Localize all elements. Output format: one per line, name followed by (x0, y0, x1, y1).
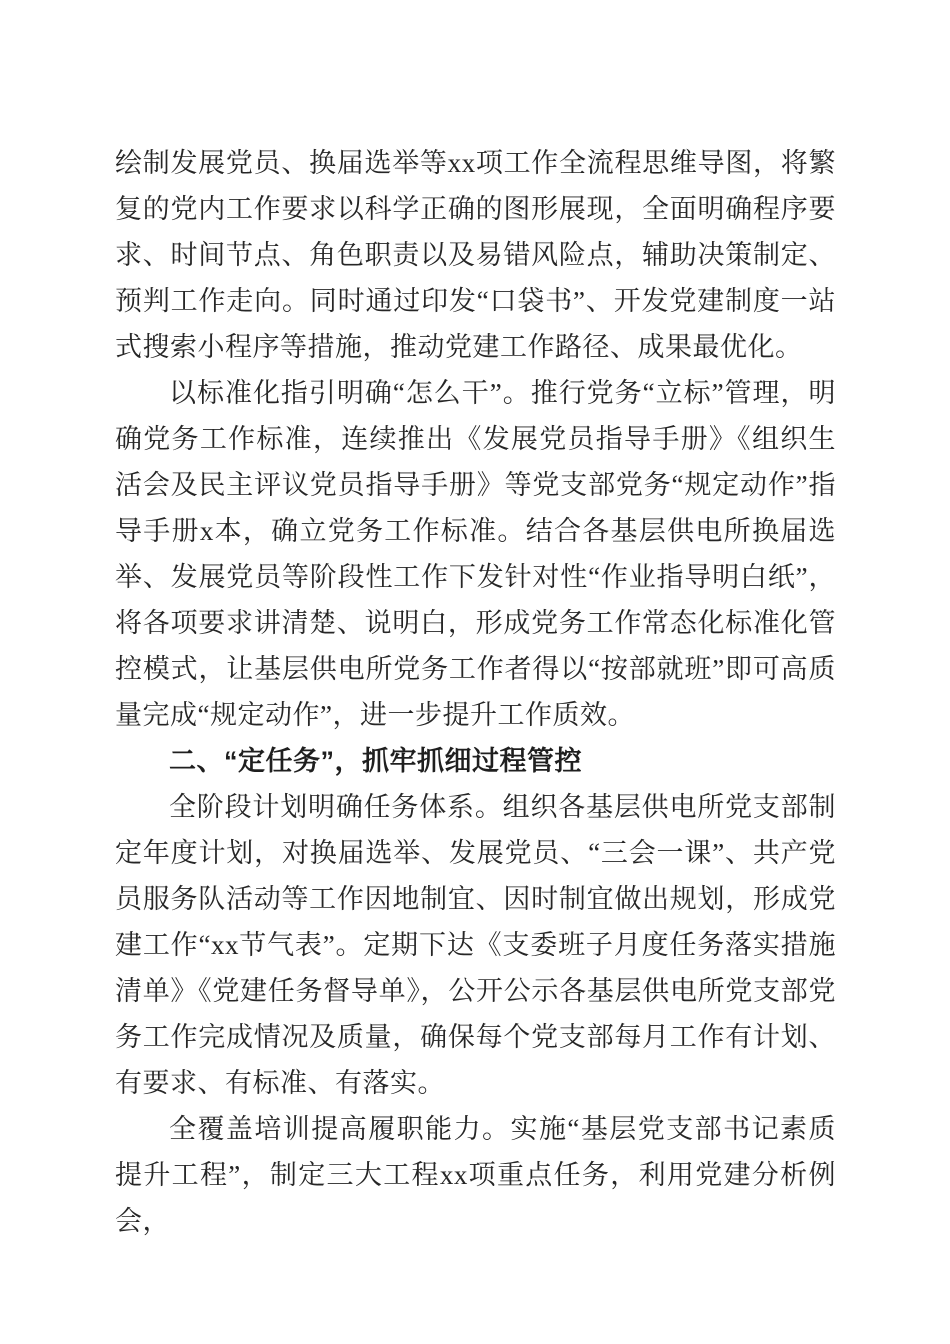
paragraph-standardization: 以标准化指引明确“怎么干”。推行党务“立标”管理，明确党务工作标准，连续推出《发展党员指导手册》《组织生活会及民主评议党员指导手册》等党支部党务“规定动作”指导手册x本，确立党务工作标准。结合各基层供电所换届选举、发展党员等阶段性工作下发针对性“作业指导明白纸”，将各项要求讲清楚、说明白，形成党务工作常态化标准化管控模式，让基层供电所党务工作者得以“按部就班”即可高质量完成“规定动作”，进一步提升工作质效。 (115, 378, 836, 730)
paragraph-continuation: 绘制发展党员、换届选举等xx项工作全流程思维导图，将繁复的党内工作要求以科学正确的图形展现，全面明确程序要求、时间节点、角色职责以及易错风险点，辅助决策制定、预判工作走向。同时通过印发“口袋书”、开发党建制度一站式搜索小程序等措施，推动党建工作路径、成果最优化。 (115, 148, 836, 362)
paragraph-task-system: 全阶段计划明确任务体系。组织各基层供电所党支部制定年度计划，对换届选举、发展党员、“三会一课”、共产党员服务队活动等工作因地制宜、因时制宜做出规划，形成党建工作“xx节气表”。定期下达《支委班子月度任务落实措施清单》《党建任务督导单》，公开公示各基层供电所党支部党务工作完成情况及质量，确保每个党支部每月工作有计划、有要求、有标准、有落实。 (115, 792, 836, 1098)
paragraph-training: 全覆盖培训提高履职能力。实施“基层党支部书记素质提升工程”，制定三大工程xx项重点任务，利用党建分析例会， (115, 1114, 836, 1236)
section-heading-ding-renwu: 二、“定任务”，抓牢抓细过程管控 (169, 746, 582, 776)
